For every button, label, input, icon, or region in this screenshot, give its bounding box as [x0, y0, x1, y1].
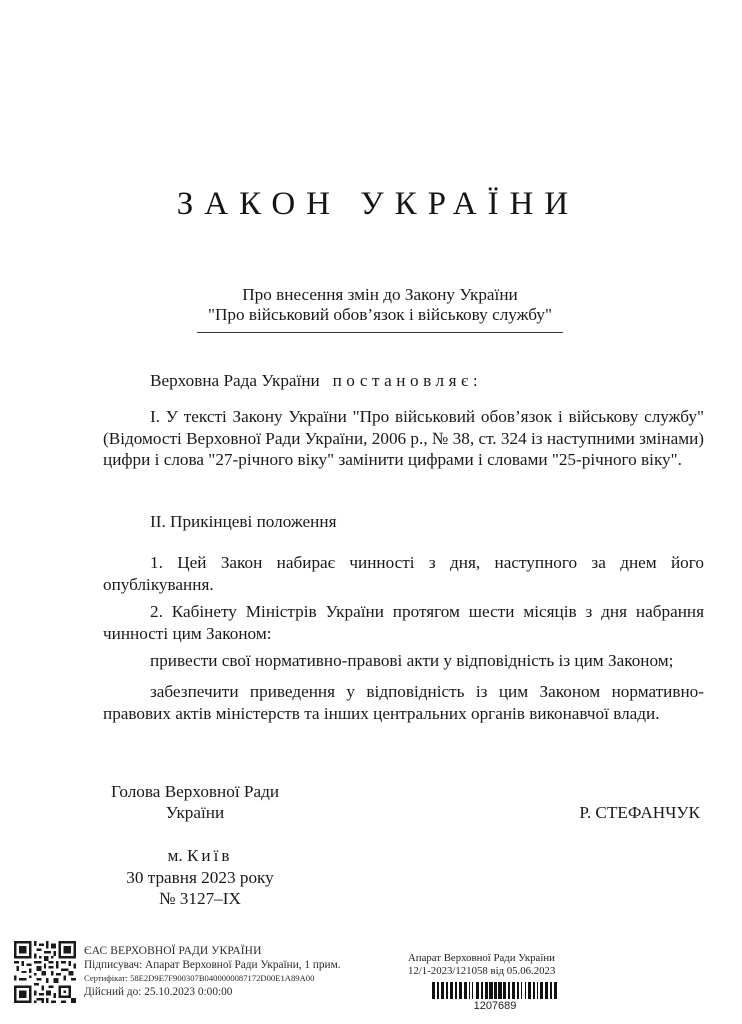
- city-prefix: м.: [167, 846, 183, 865]
- document-title: ЗАКОН УКРАЇНИ: [176, 186, 580, 222]
- subtitle-underline: [197, 332, 563, 333]
- signing-date: 30 травня 2023 року: [126, 867, 274, 887]
- eds-system: ЄАС ВЕРХОВНОЇ РАДИ УКРАЇНИ: [84, 945, 262, 957]
- signatory-position: [100, 781, 290, 823]
- registration-org: Апарат Верховної Ради України: [408, 952, 555, 964]
- eds-certificate: Сертифікат: 58E2D9E7F900307B0400000087172D00E1A89A00: [84, 973, 315, 983]
- electronic-signature-block: [84, 944, 384, 1000]
- position-line-1: Голова Верховної Ради: [110, 782, 280, 801]
- preamble: [103, 370, 704, 392]
- section-2-heading: ІІ. Прикінцеві положення: [150, 512, 337, 531]
- subtitle-line-2: "Про військовий обов’язок і військову службу": [208, 305, 552, 324]
- preamble-lead: Верховна Рада України: [150, 371, 320, 390]
- eds-signer: Підписувач: Апарат Верховної Ради України, 1 прим.: [84, 959, 341, 971]
- subtitle-line-1: Про внесення змін до Закону України: [242, 285, 518, 304]
- signatory-name: Р. СТЕФАНЧУК: [579, 803, 700, 822]
- law-number: № 3127–IX: [159, 889, 241, 908]
- place-date-block: [90, 845, 310, 910]
- provision-2: 2. Кабінету Міністрів України протягом шести місяців з дня набрання чинності цим Законом:: [103, 602, 704, 643]
- section-1: І. У тексті Закону України "Про військовий обов’язок і військову службу" (Відомості Верховної Ради України, 2006 р., № 38, ст. 324 із наступними змінами) цифри і слова "27-річного віку" замінити цифрами і словами "25-річного віку".: [103, 407, 704, 469]
- qr-code-icon: [14, 941, 76, 1003]
- registration-stamp: [408, 952, 588, 978]
- provision-1: 1. Цей Закон набирає чинності з дня, наступного за днем його опублікування.: [103, 553, 704, 594]
- barcode-icon: [432, 982, 558, 999]
- registration-number: 12/1-2023/121058 від 05.06.2023: [408, 965, 556, 977]
- position-line-2: України: [165, 803, 225, 822]
- eds-valid-until: Дійсний до: 25.10.2023 0:00:00: [84, 986, 233, 998]
- city: [90, 845, 310, 867]
- preamble-verb: постановляє:: [332, 371, 483, 390]
- provision-2-item-2: забезпечити приведення у відповідність із цим Законом нормативно-правових актів міністерств та інших центральних органів виконавчої влади.: [103, 682, 704, 723]
- city-name: Київ: [186, 846, 233, 865]
- provision-2-item-1: привести свої нормативно-правові акти у відповідність із цим Законом;: [150, 651, 674, 670]
- barcode-number: 1207689: [473, 1000, 517, 1012]
- document-subtitle: [190, 285, 570, 325]
